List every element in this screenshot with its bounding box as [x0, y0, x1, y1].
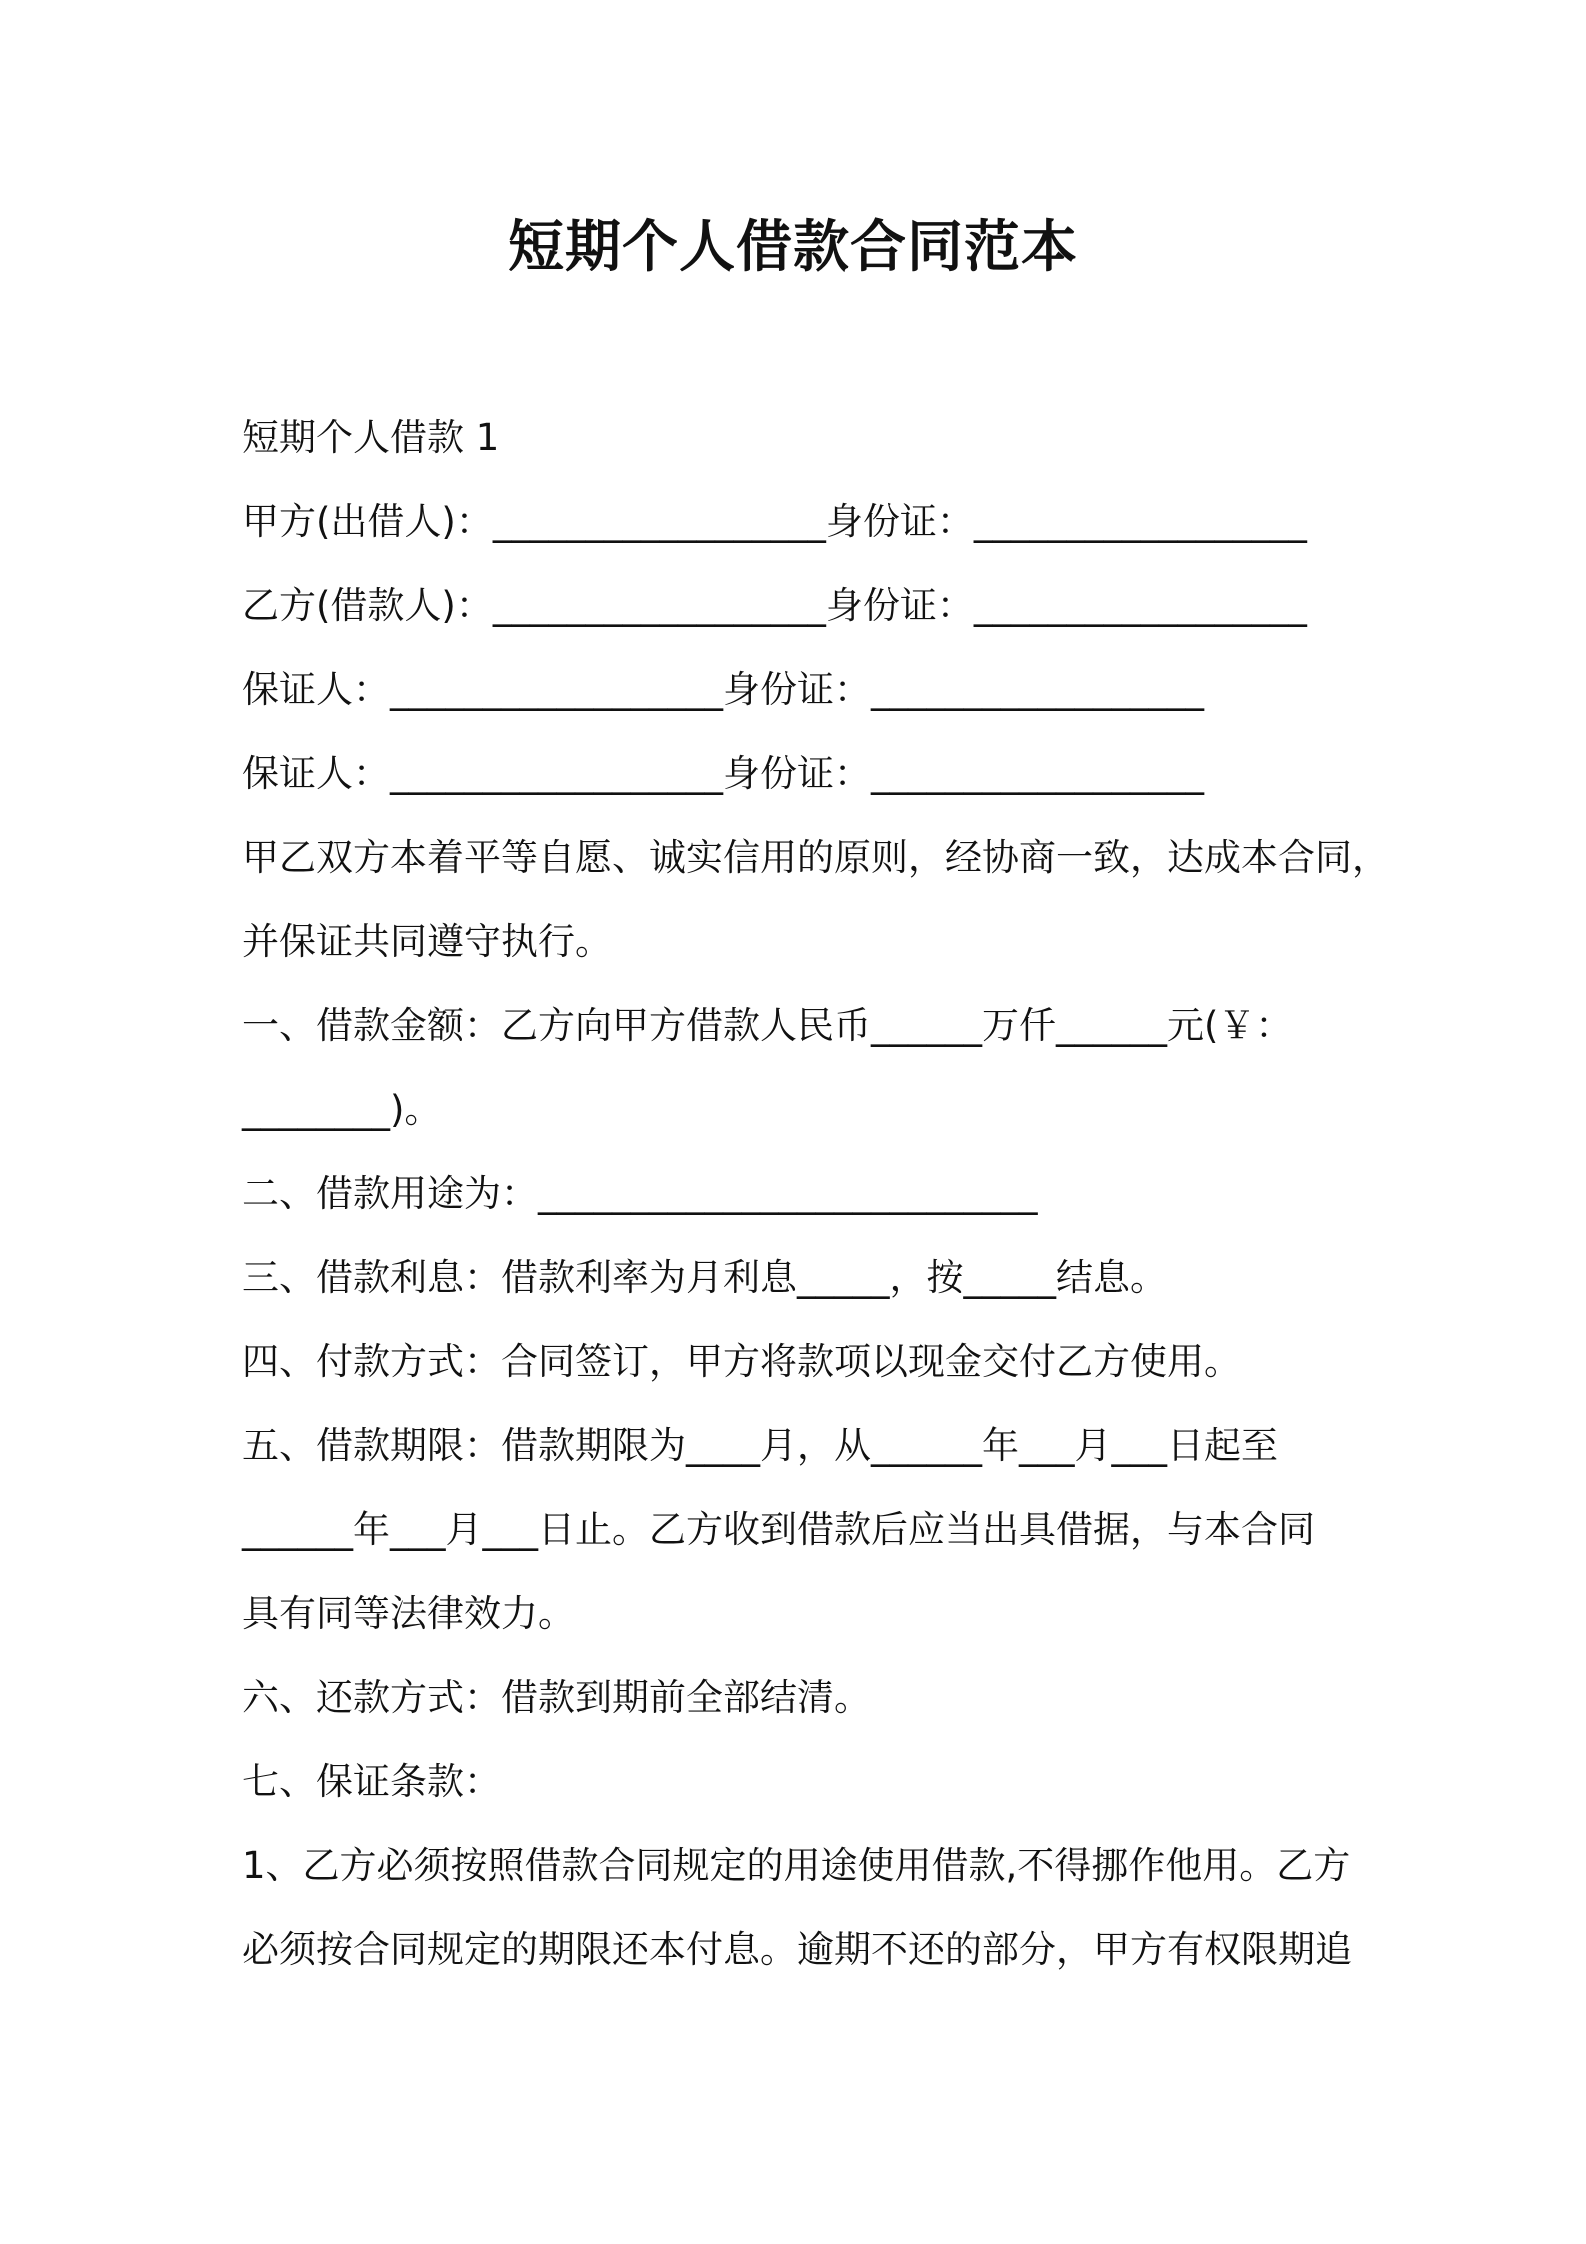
clause-term-line-3: 具有同等法律效力。: [242, 1592, 575, 1635]
clause-amount-line-2: ________)。: [242, 1088, 442, 1131]
clause-purpose: 二、借款用途为：___________________________: [242, 1172, 1038, 1215]
clause-guarantee-heading: 七、保证条款：: [242, 1760, 501, 1803]
borrower-line: 乙方(借款人)：__________________身份证：__________________: [242, 584, 1307, 627]
clause-amount-line-1: 一、借款金额：乙方向甲方借款人民币______万仟______元(￥：: [242, 1004, 1293, 1047]
clause-interest: 三、借款利息：借款利率为月利息_____，按_____结息。: [242, 1256, 1167, 1299]
lender-line: 甲方(出借人)：__________________身份证：__________________: [242, 500, 1307, 543]
guarantor-line-2: 保证人：__________________身份证：__________________: [242, 752, 1204, 795]
guarantee-item-line-1: 1、乙方必须按照借款合同规定的用途使用借款,不得挪作他用。乙方: [242, 1844, 1351, 1887]
clause-term-line-1: 五、借款期限：借款期限为____月，从______年___月___日起至: [242, 1424, 1278, 1467]
guarantee-item-line-2: 必须按合同规定的期限还本付息。逾期不还的部分，甲方有权限期追: [242, 1928, 1352, 1971]
document-title: 短期个人借款合同范本: [508, 215, 1078, 280]
clause-payment: 四、付款方式：合同签订，甲方将款项以现金交付乙方使用。: [242, 1340, 1241, 1383]
guarantor-line-1: 保证人：__________________身份证：__________________: [242, 668, 1204, 711]
clause-term-line-2: ______年___月___日止。乙方收到借款后应当出具借据，与本合同: [242, 1508, 1315, 1551]
preamble-line-2: 并保证共同遵守执行。: [242, 920, 612, 963]
preamble-line-1: 甲乙双方本着平等自愿、诚实信用的原则，经协商一致，达成本合同，: [242, 836, 1389, 879]
section-heading: 短期个人借款 1: [242, 416, 500, 459]
clause-repayment: 六、还款方式：借款到期前全部结清。: [242, 1676, 871, 1719]
